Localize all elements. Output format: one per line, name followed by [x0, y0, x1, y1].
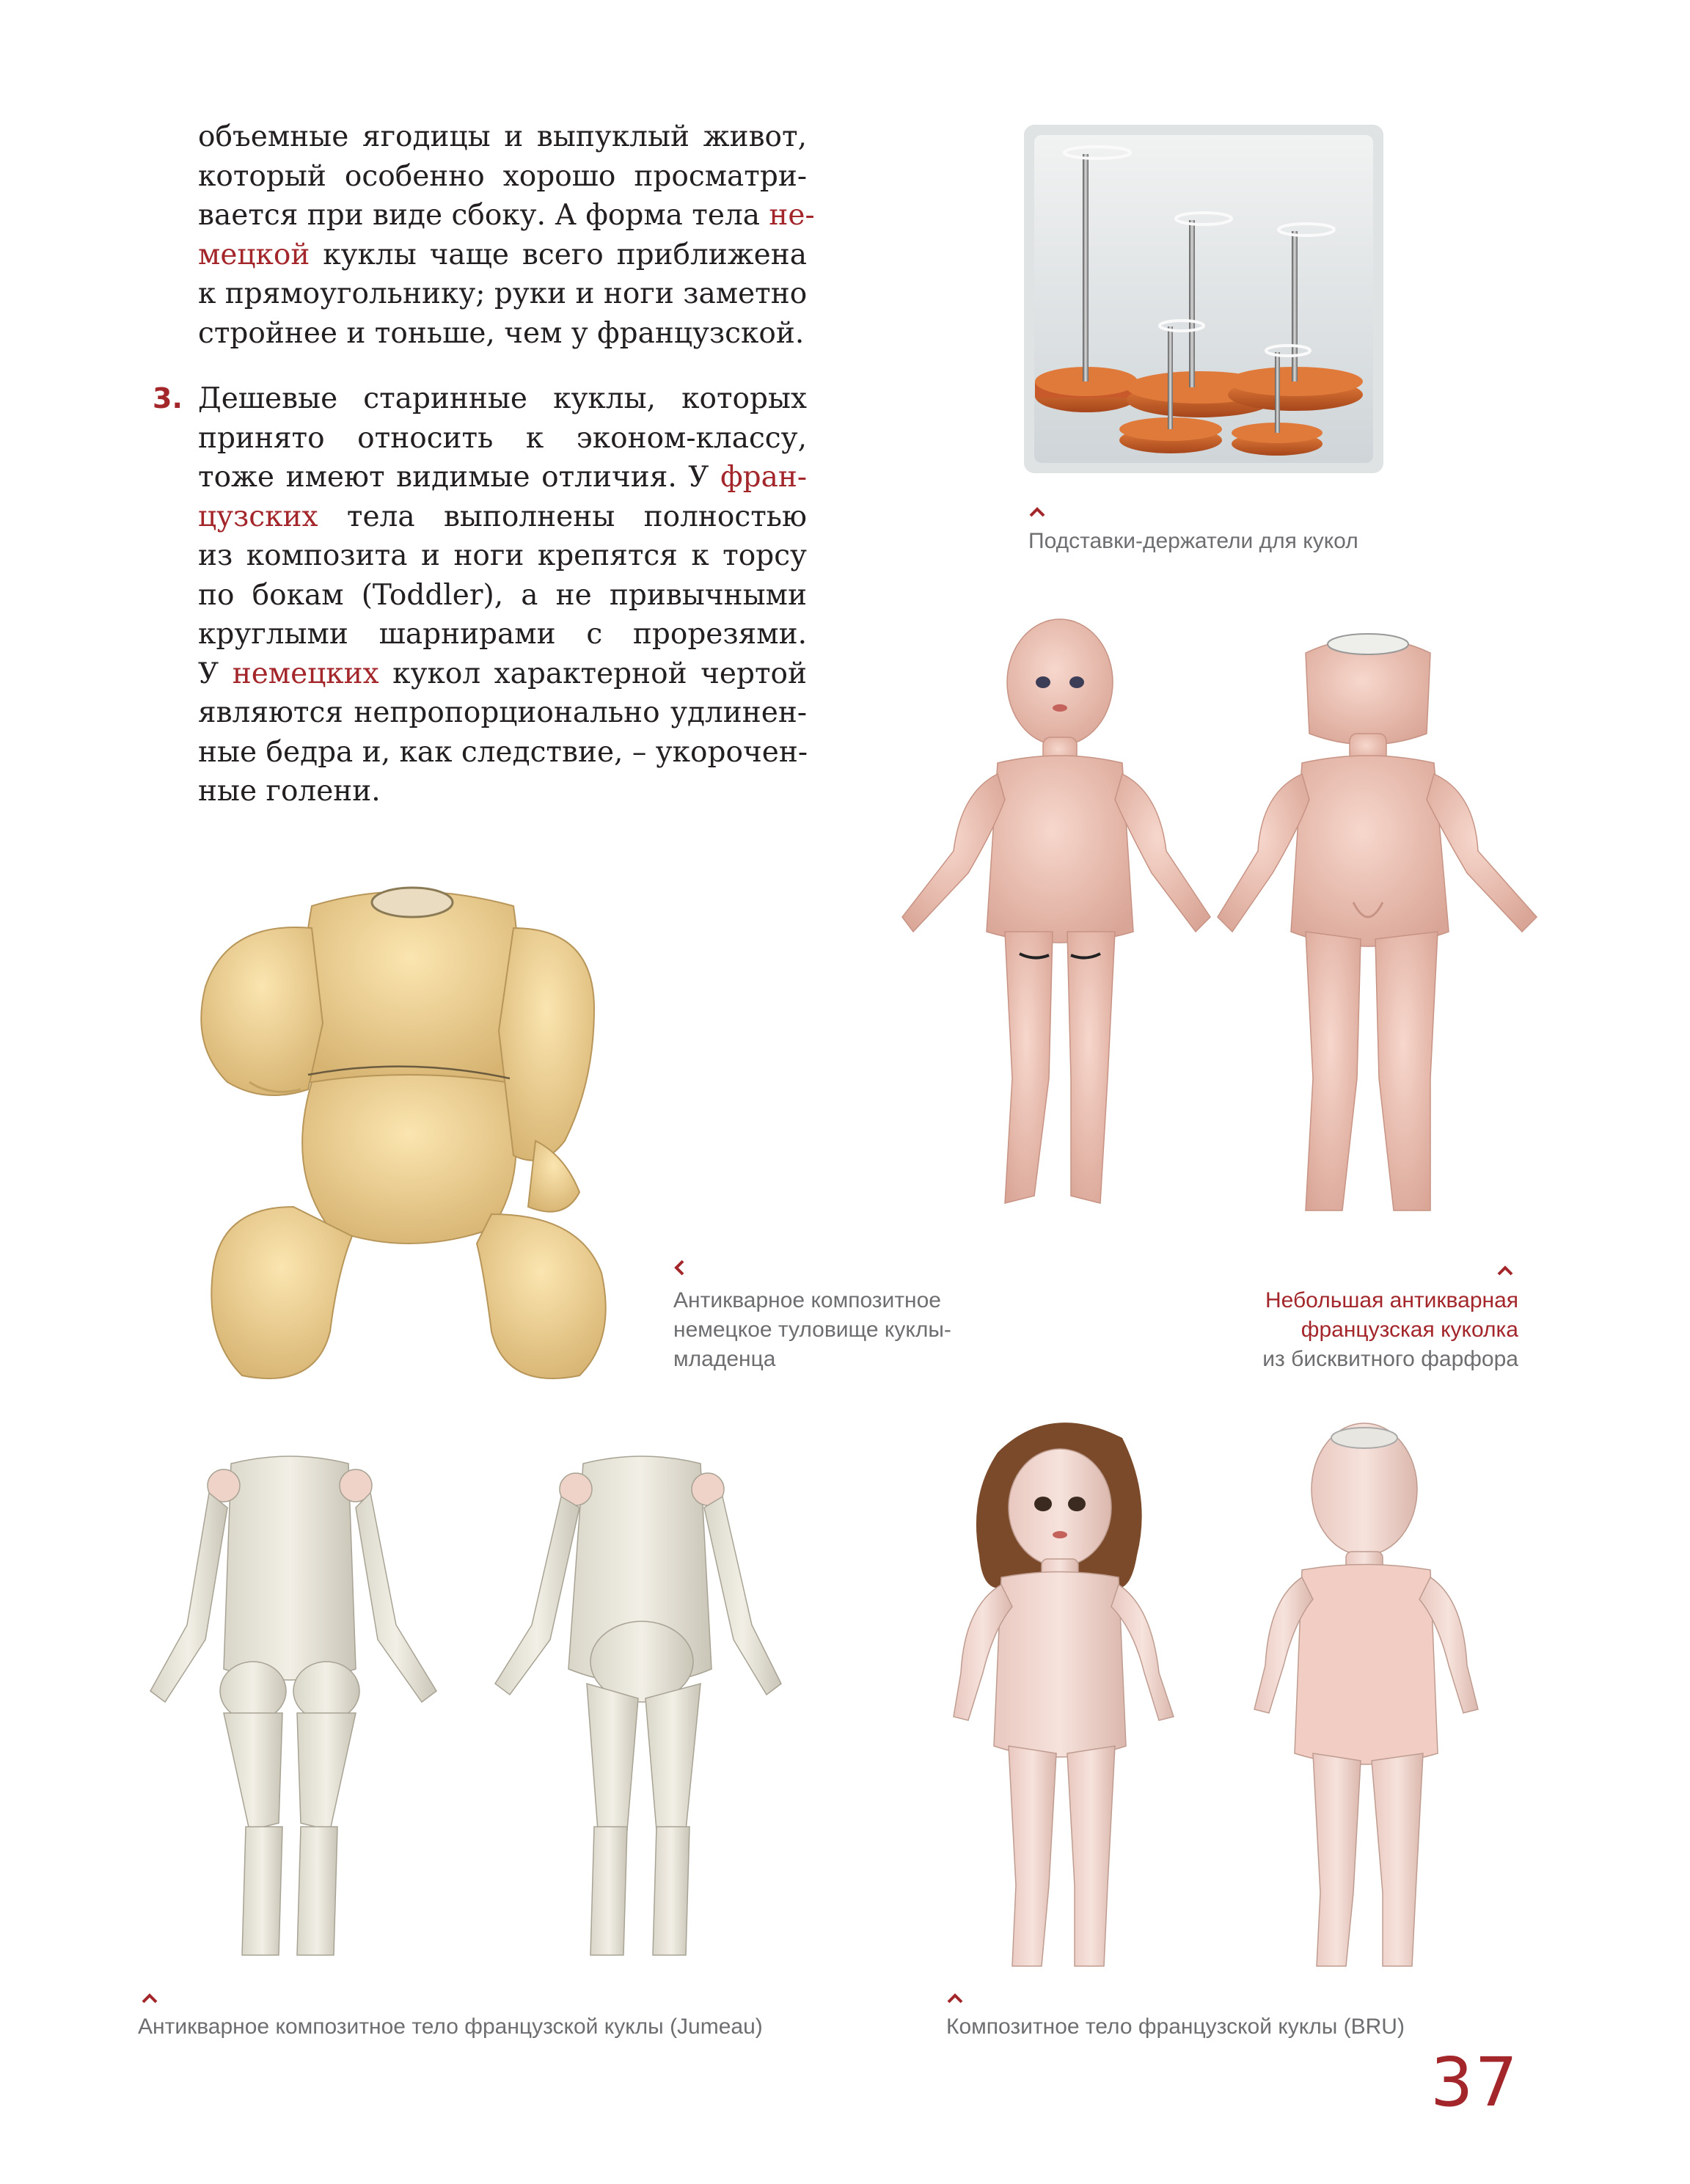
text-line: ные бедра и, как следствие, – укорочен-	[198, 735, 808, 769]
text-line: тоже имеют видимые отличия. У фран-	[198, 461, 807, 494]
photo-german-baby-torso	[183, 862, 645, 1390]
text-line: ные голени.	[198, 775, 381, 808]
text-line: принято относить к эконом-классу,	[198, 421, 807, 455]
chevron-up-icon	[1496, 1262, 1514, 1279]
highlighted-word: мецкой	[198, 238, 310, 271]
text-line: из композита и ноги крепятся к торсу	[198, 539, 807, 572]
caption-line: младенца	[673, 1347, 776, 1371]
caption-line: Антикварное композитное	[673, 1288, 941, 1312]
text-line: являются непропорционально удлинен-	[198, 696, 807, 729]
text-line: который особенно хорошо просматри-	[198, 159, 807, 193]
text-line: У немецких кукол характерной чертой	[198, 657, 807, 690]
photo-small-french-doll	[851, 609, 1540, 1232]
text-line: по бокам (Toddler), а не привычными	[198, 578, 807, 612]
paragraph-continued	[198, 117, 815, 353]
highlighted-word: немецких	[232, 657, 379, 690]
text-line: Дешевые старинные куклы, которых	[198, 382, 807, 415]
text-line: цузских тела выполнены полностью	[198, 500, 807, 533]
paragraph-item-3	[198, 379, 807, 811]
chevron-up-icon	[141, 1990, 158, 2007]
caption-line-emphasis: Небольшая антикварная	[1265, 1288, 1518, 1312]
photo-bru-body	[932, 1409, 1518, 1973]
chevron-up-icon	[946, 1990, 964, 2007]
page-number: 37	[1430, 2043, 1520, 2122]
caption-line: немецкое туловище куклы-	[673, 1318, 951, 1342]
highlighted-word: не-	[769, 199, 815, 232]
text-line: к прямоугольнику; руки и ноги заметно	[198, 277, 808, 310]
text-line: круглыми шарнирами с прорезями.	[198, 618, 807, 651]
caption-line: из бисквитного фарфора	[1262, 1347, 1518, 1371]
caption-stands: Подставки-держатели для кукол	[1028, 529, 1358, 553]
chevron-up-icon	[1028, 503, 1046, 521]
caption-jumeau: Антикварное композитное тело французской куклы (Jumeau)	[138, 2015, 763, 2039]
photo-jumeau-body	[136, 1449, 840, 1970]
caption-bru: Композитное тело французской куклы (BRU)	[946, 2015, 1405, 2039]
list-number: 3.	[153, 382, 183, 414]
caption-small-french-doll	[1144, 1286, 1518, 1374]
highlighted-word: фран-	[720, 461, 807, 494]
text-line: мецкой куклы чаще всего приближена	[198, 238, 807, 271]
text-line: объемные ягодицы и выпуклый живот,	[198, 120, 807, 153]
photo-doll-stands	[1024, 125, 1383, 473]
caption-german-torso	[673, 1286, 1011, 1374]
highlighted-word: цузских	[198, 500, 318, 533]
text-line: вается при виде сбоку. А форма тела не-	[198, 199, 815, 232]
caption-line-emphasis: французская куколка	[1301, 1318, 1518, 1342]
chevron-left-icon	[670, 1259, 688, 1277]
text-line: стройнее и тоньше, чем у французской.	[198, 316, 805, 350]
